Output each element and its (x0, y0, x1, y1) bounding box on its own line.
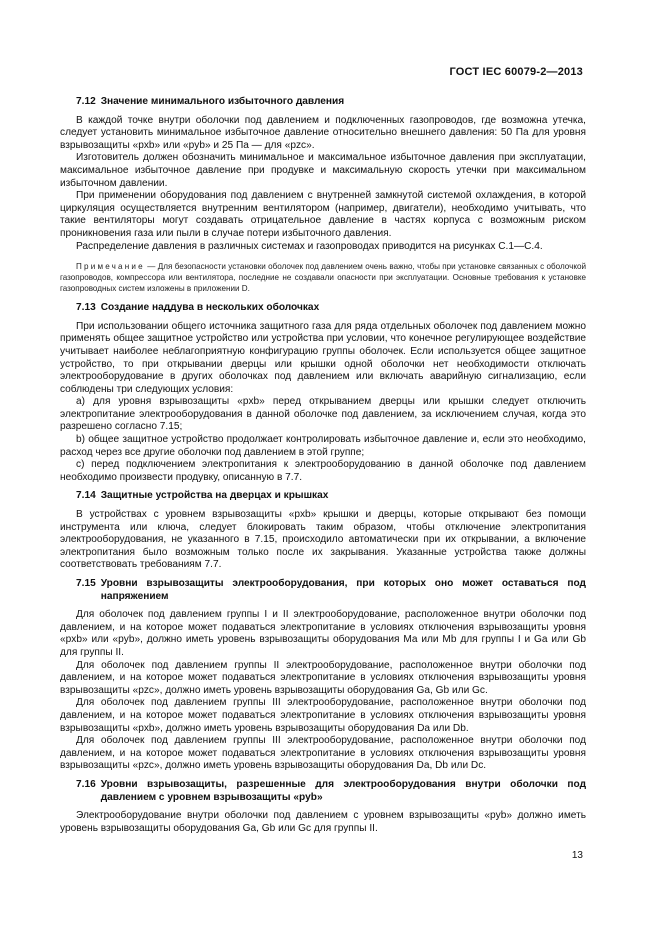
section-7-16-heading (60, 779, 586, 804)
section-number: 7.16 (76, 778, 96, 790)
list-item: а) для уровня взрывозащиты «pxb» перед открыванием дверцы или крышки следует отключить электропитание электрооборудования в данной оболочке под давлением, за исключением случая, когда это разрешено согласно 7.15; (60, 396, 586, 433)
section-title: Уровни взрывозащиты, разрешенные для электрооборудования внутри оболочки под давлением с уровнем взрывозащиты «pyb» (100, 778, 586, 803)
section-title: Значение минимального избыточного давления (100, 96, 345, 107)
note-label: Примечание (76, 262, 145, 272)
standard-header: ГОСТ IEC 60079-2—2013 (449, 66, 583, 78)
section-7-14-heading (60, 490, 586, 503)
list-item: b) общее защитное устройство продолжает контролировать избыточное давление и, если это необходимо, расход через все другие оболочки под давлением в этой группе; (60, 434, 586, 458)
section-title: Защитные устройства на дверцах и крышках (100, 490, 329, 502)
section-7-12-heading (60, 96, 586, 109)
paragraph: При применении оборудования под давлением с внутренней замкнутой системой охлаждения, в которой циркуляция осуществляется внутренним вентилятором (например, двигатели), необходимо учитывать, что такие вентиляторы могут создавать отрицательное давление в частях корпуса с возможным риском проникновения газа или пыли в случае потери избыточного давления. (60, 190, 586, 239)
paragraph: Изготовитель должен обозначить минимальное и максимальное избыточное давления при эксплуатации, максимальное избыточное давление при продувке и максимальную скорость утечки при максимальном избыточном давлении. (60, 152, 586, 189)
paragraph: В устройствах с уровнем взрывозащиты «pxb» крышки и дверцы, которые открывают без помощи инструмента или ключа, следует блокировать таким образом, чтобы отключение электропитания электрооборудования, не указанного в 7.15, происходило автоматически при их открывании, а включение электропитания было возможным только после их закрывания. Указанные устройства также должны соответствовать требованиям 7.7. (60, 509, 586, 571)
list-item: с) перед подключением электропитания к электрооборудованию в данной оболочке под давлением необходимо произвести продувку, описанную в 7.7. (60, 459, 586, 483)
paragraph: Распределение давления в различных системах и газопроводах приводится на рисунках С.1—С.4. (76, 240, 543, 252)
section-number: 7.15 (76, 578, 96, 589)
section-number: 7.12 (76, 96, 96, 107)
page-content (60, 96, 586, 835)
note-text: — Для безопасности установки оболочек под давлением очень важно, чтобы при установке связанных с оболочкой газопроводов, компрессора или вентилятора, последние не создавали опасности при эксплуатации. Основные требования к установке газопроводных систем изложены в приложении D. (60, 262, 586, 294)
paragraph: Для оболочек под давлением группы III электрооборудование, расположенное внутри оболочки под давлением, и на которое может подаваться электропитание в условиях отключения взрывозащиты уровня взрывозащиты «pzc», должно иметь уровень взрывозащиты оборудования Da, Db или Dc. (60, 735, 586, 772)
paragraph: Для оболочек под давлением группы III электрооборудование, расположенное внутри оболочки под давлением, и на которое может подаваться электропитание в условиях отключения взрывозащиты уровня взрывозащиты «pxb», должно иметь уровень взрывозащиты оборудования Da или Db. (60, 697, 586, 734)
section-number: 7.14 (76, 490, 96, 502)
paragraph: При использовании общего источника защитного газа для ряда отдельных оболочек под давлением можно применять общее защитное устройство или устройства при условии, что конечное регулирующее воздействие учитывает наиболее неблагоприятную конфигурацию группы оболочек. Если используется общее защитное устройство, то при открывании дверцы или крышки одной оболочки нет необходимости отключать электрооборудование в других оболочках под давлением или включать аварийную сигнализацию, если соблюдены три следующих условия: (60, 320, 586, 395)
section-7-15-heading (60, 578, 586, 603)
paragraph: Для оболочек под давлением группы II электрооборудование, расположенное внутри оболочки под давлением, и на которое может подаваться электропитание в условиях отключения взрывозащиты уровня взрывозащиты «pzc», должно иметь уровень взрывозащиты оборудования Ga, Gb или Gc. (60, 659, 586, 696)
section-7-13-heading (60, 302, 586, 315)
paragraph: Для оболочек под давлением группы I и II электрооборудование, расположенное внутри оболочки под давлением, и на которое может подаваться электропитание в условиях отключения взрывозащиты уровня «pxb» или «pyb», должно иметь уровень взрывозащиты оборудования Ма или Mb для группы I и Ga или Gb для группы II. (60, 609, 586, 658)
section-number: 7.13 (76, 302, 96, 314)
note (60, 261, 586, 294)
page-number: 13 (571, 850, 583, 861)
paragraph: Электрооборудование внутри оболочки под давлением с уровнем взрывозащиты «pyb» должно иметь уровень взрывозащиты оборудования Ga, Gb или Gc для группы II. (60, 810, 586, 834)
section-title: Уровни взрывозащиты электрооборудования, при которых оно может оставаться под напряжением (100, 578, 586, 602)
section-title: Создание наддува в нескольких оболочках (100, 302, 320, 314)
paragraph: В каждой точке внутри оболочки под давлением и подключенных газопроводов, где возможна утечка, следует установить минимальное избыточное давление относительно внешнего давления: 50 Па для уровня взрывозащиты «pxb» или «pyb» и 25 Па — для «pzc». (60, 114, 586, 151)
